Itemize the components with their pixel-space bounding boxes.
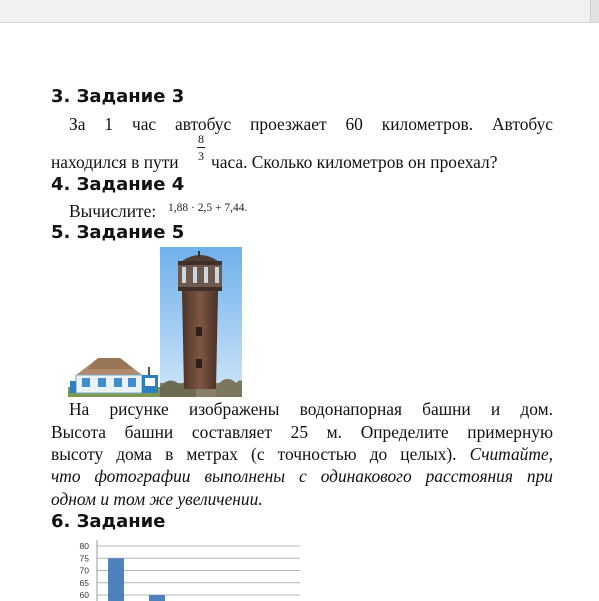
water-tower-photo [160, 247, 242, 397]
task-5-line-3-plain: высоту дома в метрах (с точностью до целых). [51, 444, 457, 464]
y-tick-label: 80 [79, 541, 89, 551]
task-6-chart [70, 540, 310, 601]
task-3-line-2-start: находился в пути [51, 152, 179, 172]
y-tick-label: 65 [79, 577, 89, 588]
chart-bar [149, 595, 165, 601]
task-3-line-1: За 1 час автобус проезжает 60 километров. Автобус [69, 114, 553, 134]
task-5-line-3 [51, 443, 553, 465]
task-3-heading: 3. Задание 3 [51, 86, 185, 107]
bar-chart [70, 540, 310, 601]
y-tick-label: 60 [79, 590, 89, 600]
chart-bar [108, 558, 124, 601]
fraction-numerator: 8 [198, 132, 204, 146]
task-4-expression: 1,88 · 2,5 + 7,44. [168, 202, 248, 214]
house-photo [68, 353, 160, 397]
task-5-line-2: Высота башни составляет 25 м. Определите примерную [51, 422, 553, 442]
y-tick-label: 70 [79, 565, 89, 576]
task-5-heading: 5. Задание 5 [51, 222, 185, 243]
task-4-heading: 4. Задание 4 [51, 174, 185, 195]
fraction-denominator: 3 [198, 149, 204, 163]
y-tick-label: 75 [79, 553, 89, 564]
fraction-bar [197, 147, 205, 148]
task-6-heading: 6. Задание [51, 511, 166, 532]
task-3-line-2-end: часа. Сколько километров он проехал? [211, 152, 498, 172]
browser-top-bar [0, 0, 599, 23]
task-5-line-5: одном и том же увеличении. [51, 489, 263, 509]
task-4-prompt: Вычислите: [69, 201, 157, 221]
task-5-line-3-italic: Считайте, [469, 444, 553, 464]
task-5-line-4: что фотографии выполнены с одинакового расстояния при [51, 466, 553, 486]
water-tower-drawing [160, 247, 242, 397]
house-drawing [68, 353, 160, 397]
scrollbar-edge[interactable] [590, 0, 599, 22]
task-5-line-1: На рисунке изображены водонапорная башни и дом. [69, 399, 553, 419]
